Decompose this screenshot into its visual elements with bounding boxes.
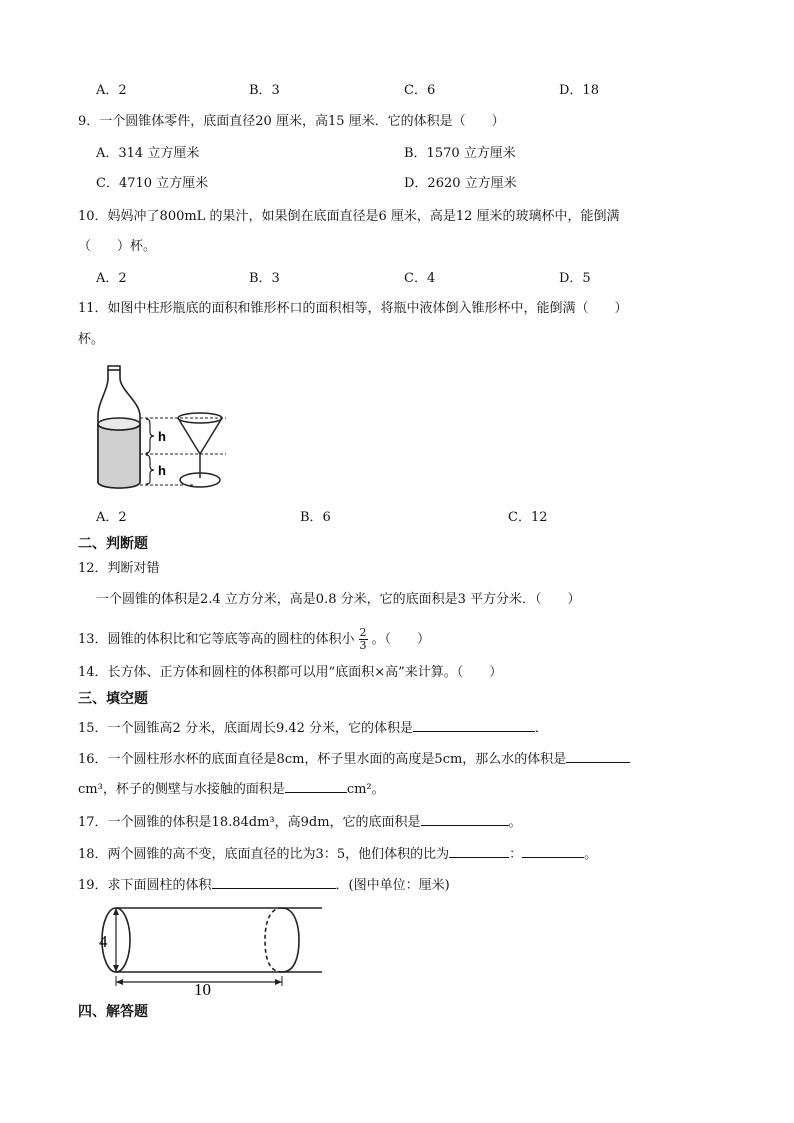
q10-option-b: B．3	[249, 271, 280, 286]
q19-stem: 19．求下面圆柱的体积 ．(图中单位：厘米)	[78, 874, 450, 895]
q9-option-b: B．1570 立方厘米	[404, 146, 516, 161]
q19-answer-blank[interactable]	[212, 874, 336, 889]
cylinder-diameter-label: 4	[99, 932, 108, 951]
q8-option-a: A．2	[96, 83, 127, 98]
q11-option-a: A．2	[96, 510, 127, 525]
q10-stem-line1: 10．妈妈冲了800mL 的果汁，如果倒在底面直径是6 厘米，高是12 厘米的玻璃杯中，能倒满	[78, 209, 620, 224]
q12-sub: 一个圆锥的体积是2.4 立方分米，高是0.8 分米，它的底面积是3 平方分米．（ ）	[96, 592, 581, 607]
q8-option-c: C．6	[404, 83, 436, 98]
q9-option-d: D．2620 立方厘米	[404, 176, 517, 191]
q16-answer-blank-1[interactable]	[566, 748, 630, 763]
q16-line1: 16．一个圆柱形水杯的底面直径是8cm，杯子里水面的高度是5cm，那么水的体积是	[78, 748, 630, 769]
fraction-two-thirds: $\frac{2}{3}$	[359, 626, 367, 652]
q11-option-c: C．12	[508, 510, 548, 525]
q13-text-after: 。（ ）	[371, 632, 431, 647]
q15-stem: 15．一个圆锥高2 分米，底面周长9.42 分米，它的体积是 ．	[78, 717, 548, 738]
section-heading-solve: 四、解答题	[78, 1004, 148, 1020]
q17-stem: 17．一个圆锥的体积是18.84dm³，高9dm，它的底面积是 。	[78, 811, 522, 832]
q11-option-b: B．6	[300, 510, 331, 525]
q11-stem-line1: 11．如图中柱形瓶底的面积和锥形杯口的面积相等，将瓶中液体倒入锥形杯中，能倒满（ ）	[78, 301, 628, 316]
bottle-icon	[98, 366, 140, 488]
q18-stem: 18．两个圆锥的高不变，底面直径的比为3：5，他们体积的比为 ： 。	[78, 843, 597, 864]
q18-answer-blank-2[interactable]	[522, 843, 584, 858]
q9-stem: 9．一个圆锥体零件，底面直径20 厘米，高15 厘米．它的体积是（ ）	[78, 114, 505, 129]
q10-option-d: D．5	[559, 271, 591, 286]
q9-option-c: C．4710 立方厘米	[96, 176, 209, 191]
section-heading-fill-blank: 三、填空题	[78, 691, 148, 707]
q10-option-a: A．2	[96, 271, 127, 286]
q9-option-a: A．314 立方厘米	[96, 146, 200, 161]
section-heading-judgment: 二、判断题	[78, 536, 148, 552]
q14-stem: 14．长方体、正方体和圆柱的体积都可以用“底面积×高”来计算。（ ）	[78, 665, 503, 680]
q11-stem-line2: 杯。	[78, 332, 105, 347]
q10-option-c: C．4	[404, 271, 436, 286]
q15-answer-blank[interactable]	[413, 717, 535, 732]
bottle-and-cone-figure	[90, 362, 230, 494]
q8-option-b: B．3	[249, 83, 280, 98]
q18-answer-blank-1[interactable]	[449, 843, 509, 858]
q8-option-d: D．18	[559, 83, 599, 98]
q17-answer-blank[interactable]	[421, 811, 509, 826]
q16-answer-blank-2[interactable]	[285, 778, 347, 793]
q13-text-before: 13．圆锥的体积比和它等底等高的圆柱的体积小	[78, 632, 355, 647]
cylinder-length-label: 10	[194, 980, 211, 998]
q13-stem	[78, 627, 430, 652]
cylinder-figure	[92, 902, 328, 998]
q16-line2: cm³，杯子的侧壁与水接触的面积是 cm²。	[78, 778, 385, 799]
cone-height-label: h	[158, 429, 166, 444]
cone-glass-icon	[178, 413, 222, 487]
q10-stem-line2: （ ）杯。	[78, 239, 157, 254]
bottle-height-label: h	[158, 463, 166, 478]
q12-stem: 12．判断对错	[78, 561, 160, 576]
